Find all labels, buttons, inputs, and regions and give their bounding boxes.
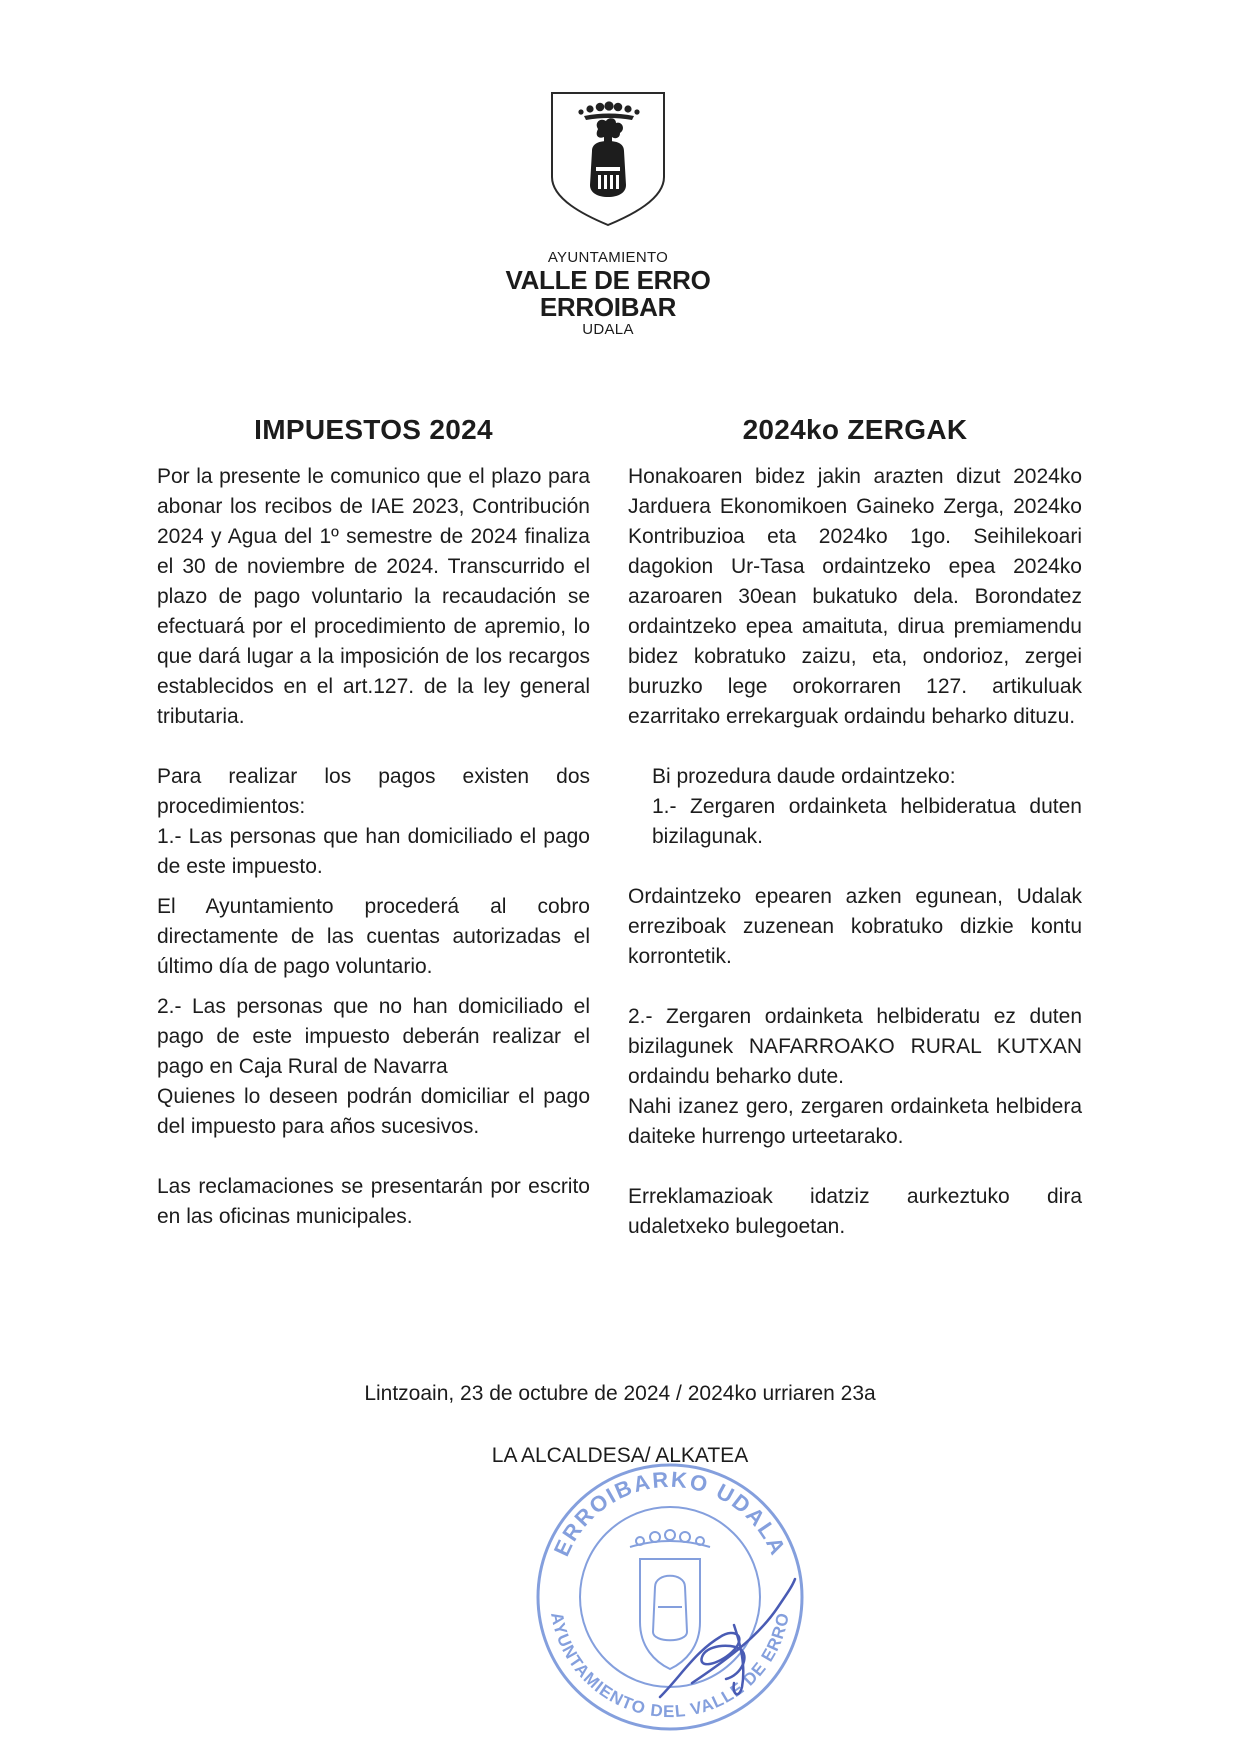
org-line-ayuntamiento: AYUNTAMIENTO bbox=[547, 249, 669, 266]
spanish-title: IMPUESTOS 2024 bbox=[254, 414, 493, 445]
spanish-column bbox=[157, 412, 590, 1232]
spanish-paragraph-procedures: Para realizar los pagos existen dos procedimientos: bbox=[157, 765, 590, 818]
basque-title: 2024ko ZERGAK bbox=[742, 414, 968, 445]
stamp-top-text: ERROIBARKO UDALA bbox=[548, 1466, 792, 1561]
knight-helmet-shield-crest-icon bbox=[548, 89, 668, 229]
spanish-paragraph-option-1: 1.- Las personas que han domiciliado el pago de este impuesto. bbox=[157, 825, 590, 878]
basque-paragraph-option-1: 1.- Zergaren ordainketa helbideratua duten bizilagunak. bbox=[652, 795, 1082, 848]
spanish-paragraph-claims: Las reclamaciones se presentarán por escrito en las oficinas municipales. bbox=[157, 1175, 590, 1228]
basque-paragraph-option-1-detail: Ordaintzeko epearen azken egunean, Udalak erreziboak zuzenean kobratuko dizkie kontu korrontetik. bbox=[628, 885, 1082, 968]
basque-column bbox=[628, 412, 1082, 1242]
stamp-bottom-text: AYUNTAMIENTO DEL VALLE DE ERRO bbox=[547, 1610, 793, 1722]
org-line-erroibar: ERROIBAR bbox=[539, 292, 677, 322]
svg-text:AYUNTAMIENTO DEL VALLE DE ERRO bbox=[547, 1611, 793, 1721]
spanish-paragraph-deadline: Por la presente le comunico que el plazo para abonar los recibos de IAE 2023, Contribución 2024 y Agua del 1º semestre de 2024 finaliza el 30 de noviembre de 2024. Transcurrido el plazo de pago voluntario la recaudación se efectuará por el procedimiento de apremio, lo que dará lugar a la imposición de los recargos establecidos en el art.127. de la ley general tributaria. bbox=[157, 465, 590, 728]
basque-paragraph-claims: Erreklamazioak idatziz aurkeztuko dira udaletxeko bulegoetan. bbox=[628, 1185, 1082, 1238]
signer-title: LA ALCALDESA/ ALKATEA bbox=[491, 1444, 749, 1467]
org-line-udala: UDALA bbox=[582, 321, 634, 338]
organization-name-block bbox=[470, 249, 746, 339]
basque-paragraph-procedures: Bi prozedura daude ordaintzeko: bbox=[652, 765, 956, 788]
spanish-paragraph-option-1-detail: El Ayuntamiento procederá al cobro directamente de las cuentas autorizadas el último día de pago voluntario. bbox=[157, 895, 590, 978]
municipal-seal-stamp-icon bbox=[520, 1447, 820, 1747]
basque-paragraph-option-2-detail: Nahi izanez gero, zergaren ordainketa helbidera daiteke hurrengo urteetarako. bbox=[628, 1095, 1082, 1148]
basque-paragraph-deadline: Honakoaren bidez jakin arazten dizut 2024ko Jarduera Ekonomikoen Gaineko Zerga, 2024ko Kontribuzioa eta 2024ko 1go. Seihilekoari dagokion Ur-Tasa ordaintzeko epea 2024ko azaroaren 30ean bukatuko dela. Borondatez ordaintzeko epea amaituta, dirua premiamendu bidez kobratuko zaizu, eta, ondorioz, zergei buruzko lege orokorraren 127. artikuluak ezarritako errekarguak ordaindu beharko dituzu. bbox=[628, 465, 1082, 728]
basque-paragraph-option-2: 2.- Zergaren ordainketa helbideratu ez duten bizilagunek NAFARROAKO RURAL KUTXAN ordaindu beharko dute. bbox=[628, 1005, 1082, 1088]
date-line: Lintzoain, 23 de octubre de 2024 / 2024ko urriaren 23a bbox=[364, 1382, 876, 1405]
spanish-paragraph-option-2: 2.- Las personas que no han domiciliado el pago de este impuesto deberán realizar el pago en Caja Rural de Navarra bbox=[157, 995, 590, 1078]
svg-text:ERROIBARKO UDALA bbox=[549, 1467, 792, 1560]
spanish-paragraph-option-2-detail: Quienes lo deseen podrán domiciliar el pago del impuesto para años sucesivos. bbox=[157, 1085, 590, 1138]
org-line-valle-de-erro: VALLE DE ERRO bbox=[505, 265, 711, 295]
